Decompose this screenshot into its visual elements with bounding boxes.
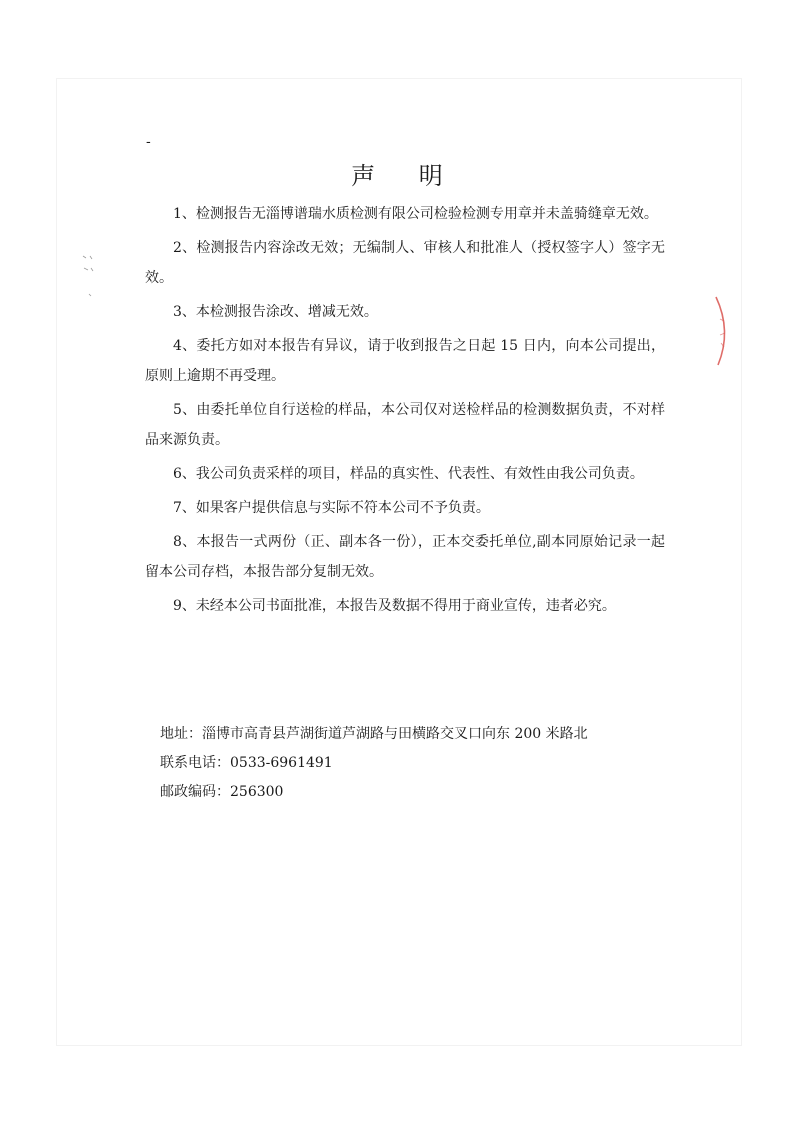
clause-1: 1、检测报告无淄博谱瑞水质检测有限公司检验检测专用章并未盖骑缝章无效。 xyxy=(173,206,658,222)
clause-4: 4、委托方如对本报告有异议，请于收到报告之日起 15 日内，向本公司提出，原则上逾期不再受理。 xyxy=(145,338,665,384)
statement-clauses xyxy=(145,199,665,625)
address-label: 地址： xyxy=(160,726,202,742)
clause-9: 9、未经本公司书面批准，本报告及数据不得用于商业宣传，违者必究。 xyxy=(173,598,616,614)
page-dash-mark: - xyxy=(146,134,151,150)
address-value: 淄博市高青县芦湖街道芦湖路与田横路交叉口向东 200 米路北 xyxy=(202,726,588,742)
phone-value: 0533-6961491 xyxy=(230,755,333,771)
clause-2: 2、检测报告内容涂改无效；无编制人、审核人和批准人（授权签字人）签字无效。 xyxy=(145,240,665,286)
clause-5: 5、由委托单位自行送检的样品，本公司仅对送检样品的检测数据负责，不对样品来源负责。 xyxy=(145,402,665,448)
phone-row xyxy=(160,749,588,778)
address-row xyxy=(160,720,588,749)
contact-info xyxy=(160,720,588,807)
page-title: 声 明 xyxy=(351,162,461,190)
postcode-value: 256300 xyxy=(230,784,284,800)
clause-7: 7、如果客户提供信息与实际不符本公司不予负责。 xyxy=(173,500,490,516)
clause-6: 6、我公司负责采样的项目，样品的真实性、代表性、有效性由我公司负责。 xyxy=(173,466,644,482)
clause-8: 8、本报告一式两份（正、副本各一份），正本交委托单位,副本同原始记录一起留本公司存档，本报告部分复制无效。 xyxy=(145,534,665,580)
scan-marks-icon xyxy=(80,252,98,302)
clause-3: 3、本检测报告涂改、增减无效。 xyxy=(173,304,378,320)
postcode-label: 邮政编码： xyxy=(160,784,230,800)
postcode-row xyxy=(160,778,588,807)
seam-stamp-icon xyxy=(712,295,734,367)
phone-label: 联系电话： xyxy=(160,755,230,771)
